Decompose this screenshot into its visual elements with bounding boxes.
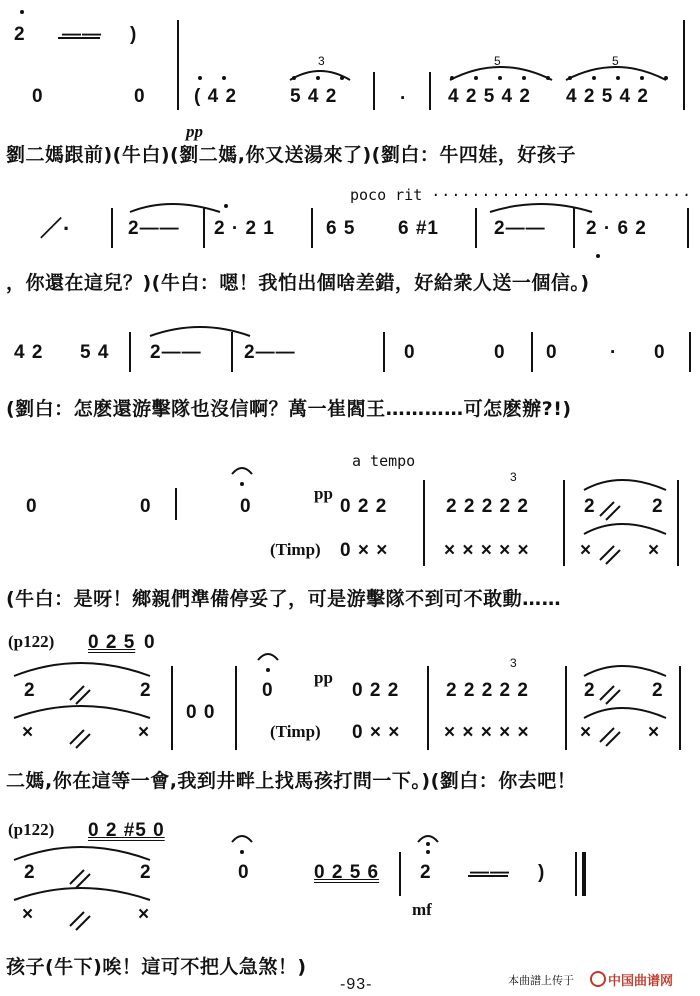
s4-top-6: 2 [584, 496, 596, 517]
lyric-line-3: (劉白：怎麽還游擊隊也沒信啊？萬一崔閻王…………可怎麽辦?!) [6, 398, 572, 420]
s1-top-paren: ) [130, 24, 138, 45]
s6-cue-notes: 0 2 #5 0 [88, 820, 165, 841]
s6-top-5: 2 [420, 862, 432, 883]
s5-top-2: 2 [140, 680, 152, 701]
s5-rest-pair: 0 0 [186, 702, 216, 723]
s6-top-4: 0 2 5 6 [314, 862, 380, 883]
s5-bottom-1: × [22, 722, 35, 743]
s6-top-1: 2 [24, 862, 36, 883]
s4-top-7: 2 [652, 496, 664, 517]
s6-bottom-2: × [138, 904, 151, 925]
s3-dot: · [610, 342, 618, 363]
s2-slash-mark: ／· [40, 216, 72, 241]
s4-tuplet-3: 3 [510, 470, 517, 484]
s6-dynamic-mf: mf [412, 900, 432, 919]
s4-tempo-a-tempo: a tempo [352, 452, 416, 470]
s4-dynamic-pp: pp [314, 484, 333, 503]
s1-measure-4: 4 2 5 4 2 [566, 86, 649, 107]
s1-bottom-rest-1: 0 [32, 86, 44, 107]
s6-cue-label: (p122) [8, 820, 55, 839]
s4-top-5: 2 2 2 2 2 [446, 496, 529, 517]
s5-top-7: 2 [652, 680, 664, 701]
s2-measure-4: 2—— [494, 218, 546, 239]
lyric-line-1: 劉二媽跟前)(牛白)(劉二媽,你又送湯來了)(劉白：牛四娃，好孩子 [6, 144, 576, 166]
s6-top-3: 0 [238, 862, 250, 883]
upload-note: 本曲譜上传于 [508, 974, 574, 987]
site-logo: 中国曲谱网 [590, 970, 673, 989]
s5-bottom-6: × [648, 722, 661, 743]
s5-bottom-2: × [138, 722, 151, 743]
s5-tuplet-3: 3 [510, 656, 517, 670]
s2-measure-2: 2 · 2 1 [214, 218, 275, 239]
s2-measure-3a: 6 5 [326, 218, 356, 239]
s5-top-1: 2 [24, 680, 36, 701]
s5-bottom-5: × [580, 722, 593, 743]
s5-cue-label: (p122) [8, 632, 55, 651]
s3-measure-3: 2—— [244, 342, 296, 363]
s1-top-dash: —— [62, 24, 102, 45]
s5-bottom-3: 0 × × [352, 722, 401, 743]
s6-top-6: —— [470, 862, 510, 883]
s4-bottom-3: × [580, 540, 593, 561]
s1-bottom-rest-2: 0 [134, 86, 146, 107]
s1-tuplet-3: 3 [318, 54, 325, 68]
s5-top-3: 0 [262, 680, 274, 701]
s5-top-6: 2 [584, 680, 596, 701]
s6-bottom-1: × [22, 904, 35, 925]
s4-top-1: 0 [26, 496, 38, 517]
s5-top-4: 0 2 2 [352, 680, 400, 701]
s5-bottom-4: × × × × × [444, 722, 530, 743]
s2-measure-3b: 6 #1 [398, 218, 439, 239]
lyric-line-6: 孩子(牛下)唉！這可不把人急煞！) [6, 956, 307, 978]
lyric-line-4: (牛白：是呀！鄉親們準備停妥了，可是游擊隊不到可不敢動…… [6, 588, 562, 610]
s4-timp-label: (Timp) [270, 540, 321, 559]
s6-top-2: 2 [140, 862, 152, 883]
s4-bottom-2: × × × × × [444, 540, 530, 561]
s2-measure-1: 2—— [128, 218, 180, 239]
page-number: -93- [340, 976, 373, 993]
s1-tuplet-5b: 5 [612, 54, 619, 68]
s1-tuplet-5a: 5 [494, 54, 501, 68]
s5-cue-notes: 0 2 5 [88, 632, 136, 653]
s1-top-note: 2 [14, 24, 26, 45]
s3-measure-2: 2—— [150, 342, 202, 363]
lyric-line-2: ，你還在這兒？)(牛白：嗯！我怕出個啥差錯，好給衆人送一個信。) [6, 272, 590, 294]
s6-top-7: ) [538, 862, 546, 883]
s5-timp-label: (Timp) [270, 722, 321, 741]
s5-cue-rest: 0 [144, 632, 156, 653]
s1-measure-2: 5 4 2 [290, 86, 338, 107]
s1-dynamic-pp: pp [186, 122, 203, 141]
s3-measure-1b: 5 4 [80, 342, 110, 363]
s4-bottom-1: 0 × × [340, 540, 389, 561]
s1-measure-1: ( 4 2 [194, 86, 238, 107]
s1-measure-3: 4 2 5 4 2 [448, 86, 531, 107]
s4-top-4: 0 2 2 [340, 496, 388, 517]
s3-measure-1a: 4 2 [14, 342, 44, 363]
s3-rest-4: 0 [654, 342, 666, 363]
s5-dynamic-pp: pp [314, 668, 333, 687]
s3-rest-3: 0 [546, 342, 558, 363]
lyric-line-5: 二媽,你在這等一會,我到井畔上找馬孩打問一下。)(劉白：你去吧！ [6, 770, 577, 792]
s2-measure-5: 2 · 6 2 [586, 218, 647, 239]
s2-tempo-poco-rit: poco rit ·························· [350, 186, 693, 204]
s5-top-5: 2 2 2 2 2 [446, 680, 529, 701]
s4-top-2: 0 [140, 496, 152, 517]
s4-bottom-4: × [648, 540, 661, 561]
s1-repeat-dot: · [400, 88, 408, 109]
s4-top-3: 0 [240, 496, 252, 517]
s3-rest-2: 0 [494, 342, 506, 363]
s3-rest-1: 0 [404, 342, 416, 363]
